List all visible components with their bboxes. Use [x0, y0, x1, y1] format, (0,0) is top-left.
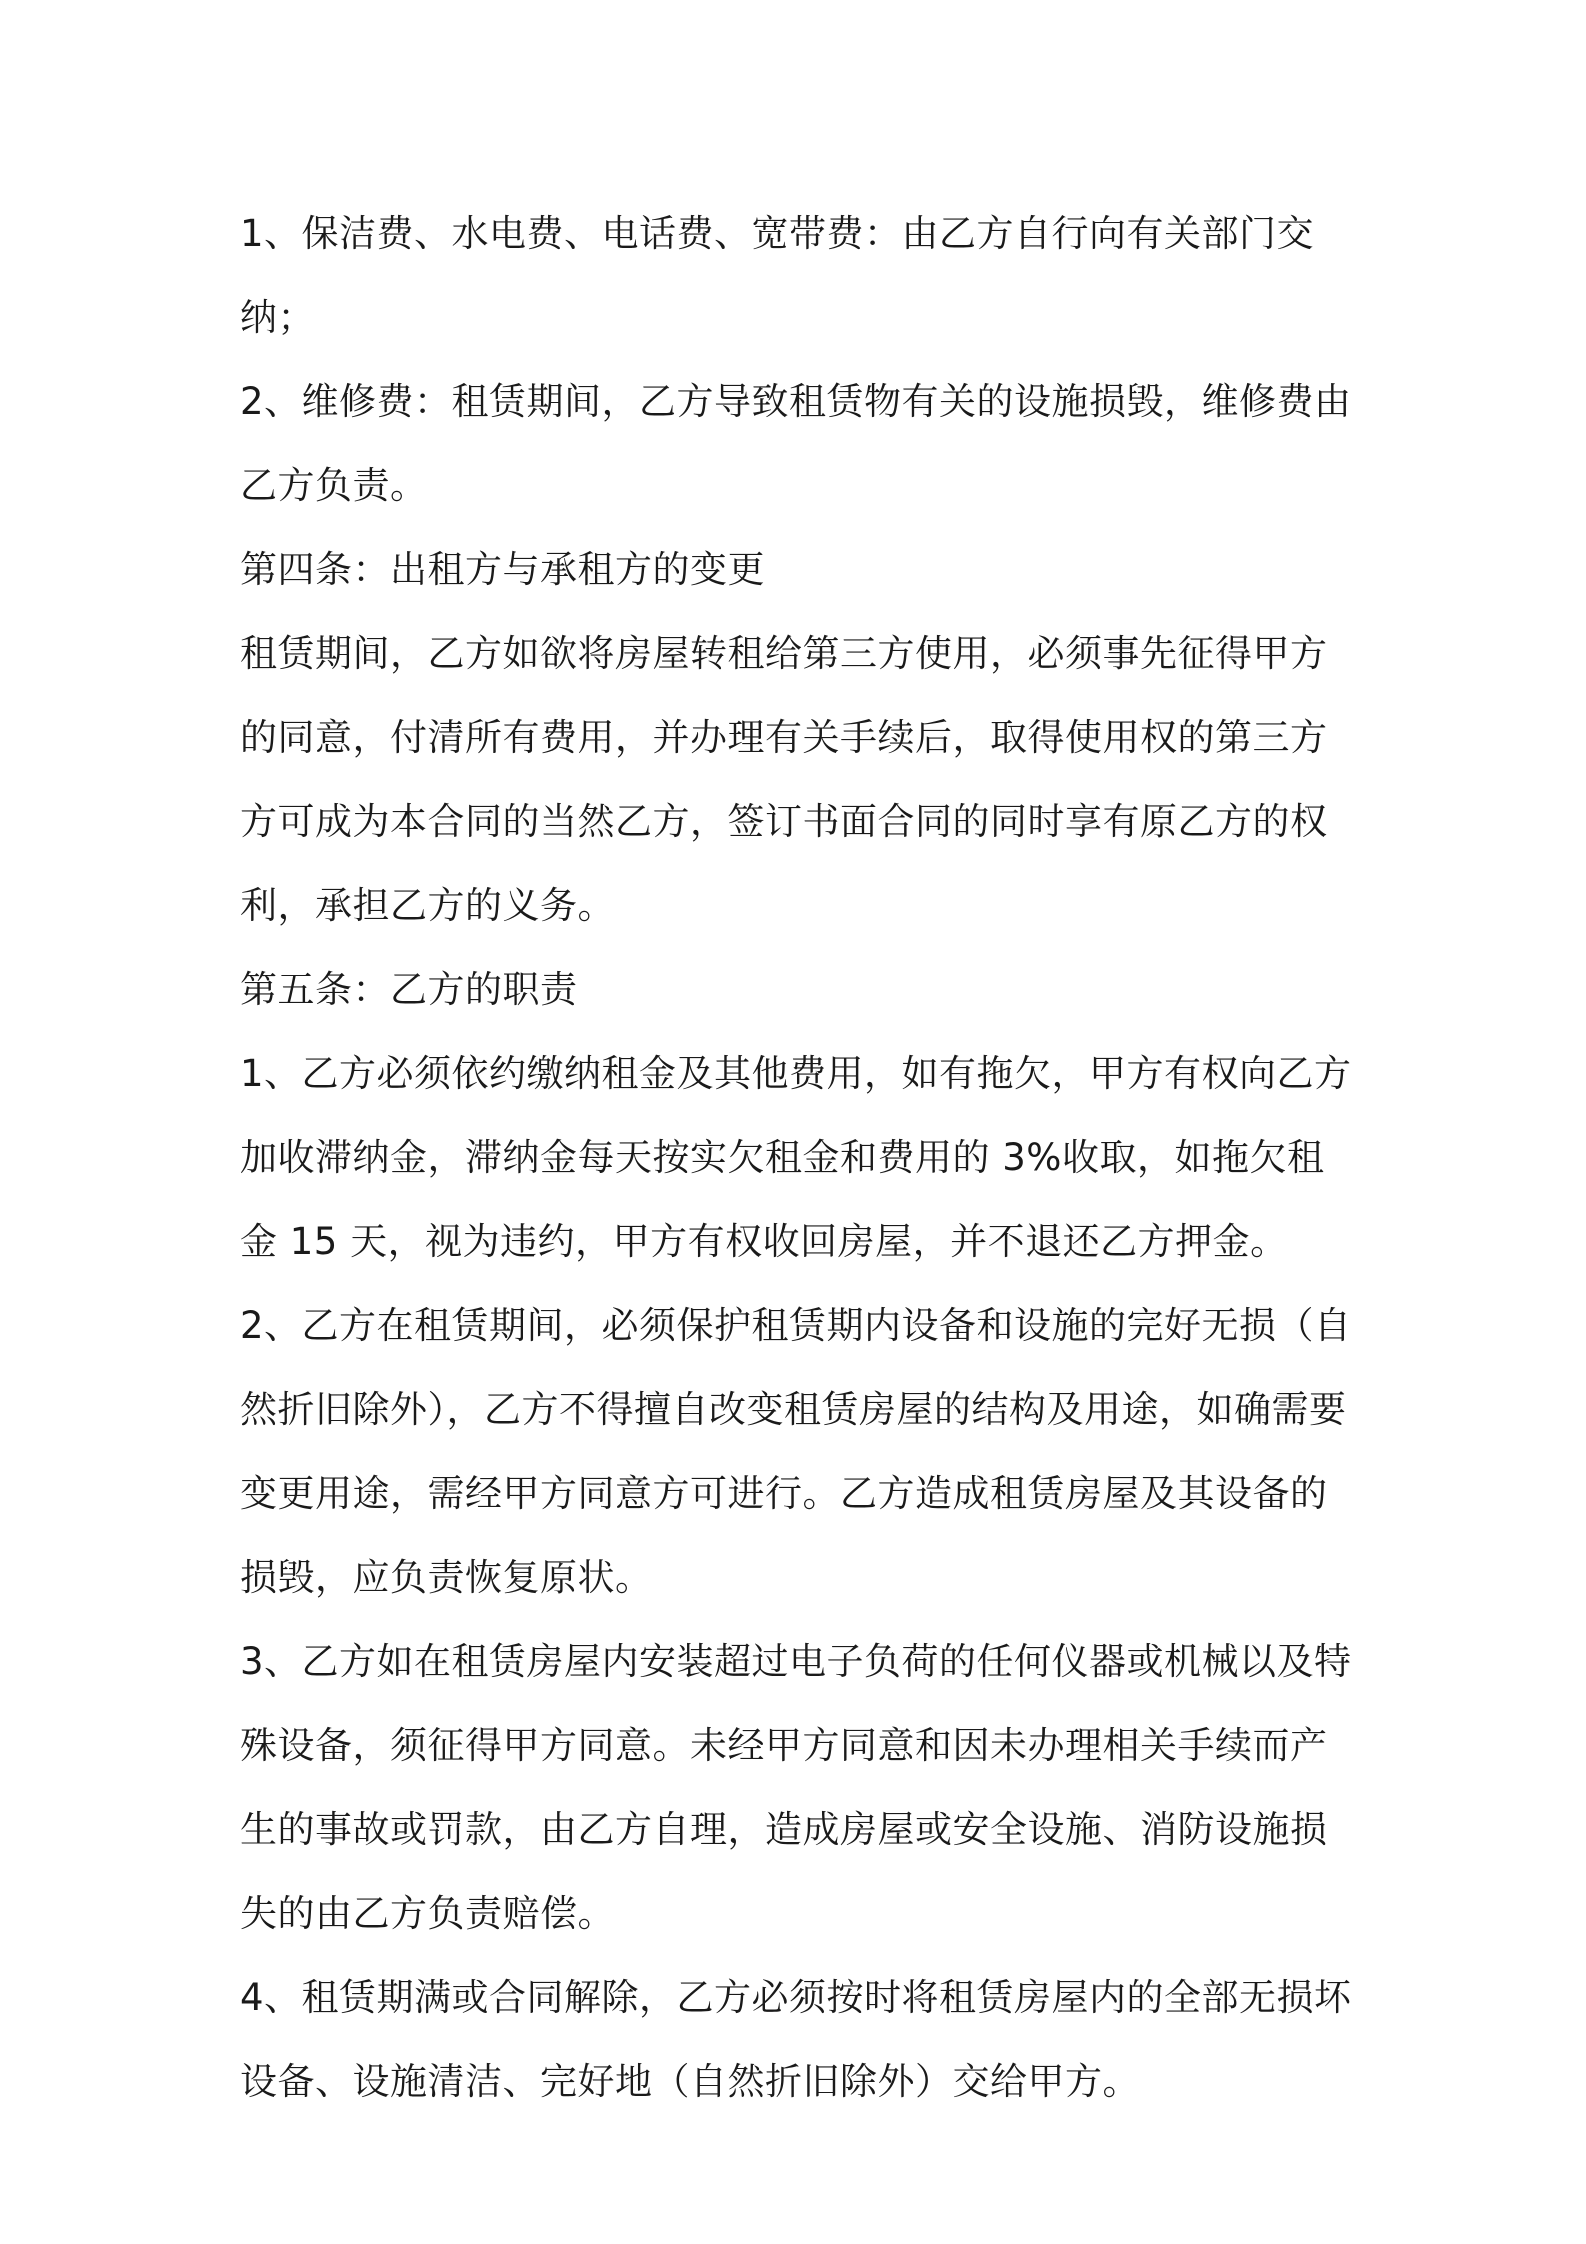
clause-item-equipment-installation: 3、乙方如在租赁房屋内安装超过电子负荷的任何仪器或机械以及特殊设备，须征得甲方同意。未经甲方同意和因未办理相关手续而产生的事故或罚款，由乙方自理，造成房屋或安全设施、消防设施损失的由乙方负责赔偿。	[240, 1640, 1352, 1935]
clause-item-facility-protection: 2、乙方在租赁期间，必须保护租赁期内设备和设施的完好无损（自然折旧除外），乙方不得擅自改变租赁房屋的结构及用途，如确需要变更用途，需经甲方同意方可进行。乙方造成租赁房屋及其设备的损毁，应负责恢复原状。	[240, 1304, 1352, 1599]
clause-item-lease-end-return: 4、租赁期满或合同解除，乙方必须按时将租赁房屋内的全部无损坏设备、设施清洁、完好地（自然折旧除外）交给甲方。	[240, 1976, 1352, 2103]
article-four-body: 租赁期间，乙方如欲将房屋转租给第三方使用，必须事先征得甲方的同意，付清所有费用，并办理有关手续后，取得使用权的第三方方可成为本合同的当然乙方，签订书面合同的同时享有原乙方的权利，承担乙方的义务。	[240, 632, 1328, 927]
clause-item-cleaning-utilities: 1、保洁费、水电费、电话费、宽带费：由乙方自行向有关部门交纳；	[240, 212, 1315, 339]
clause-item-rent-payment: 1、乙方必须依约缴纳租金及其他费用，如有拖欠，甲方有权向乙方加收滞纳金，滞纳金每天按实欠租金和费用的 3%收取，如拖欠租金 15 天，视为违约，甲方有权收回房屋，并不退还乙方押金。	[240, 1052, 1352, 1263]
document-body	[240, 192, 1360, 2124]
article-four-heading: 第四条：出租方与承租方的变更	[240, 548, 765, 591]
article-five-heading: 第五条：乙方的职责	[240, 968, 578, 1011]
clause-item-maintenance-fee: 2、维修费：租赁期间，乙方导致租赁物有关的设施损毁，维修费由乙方负责。	[240, 380, 1352, 507]
